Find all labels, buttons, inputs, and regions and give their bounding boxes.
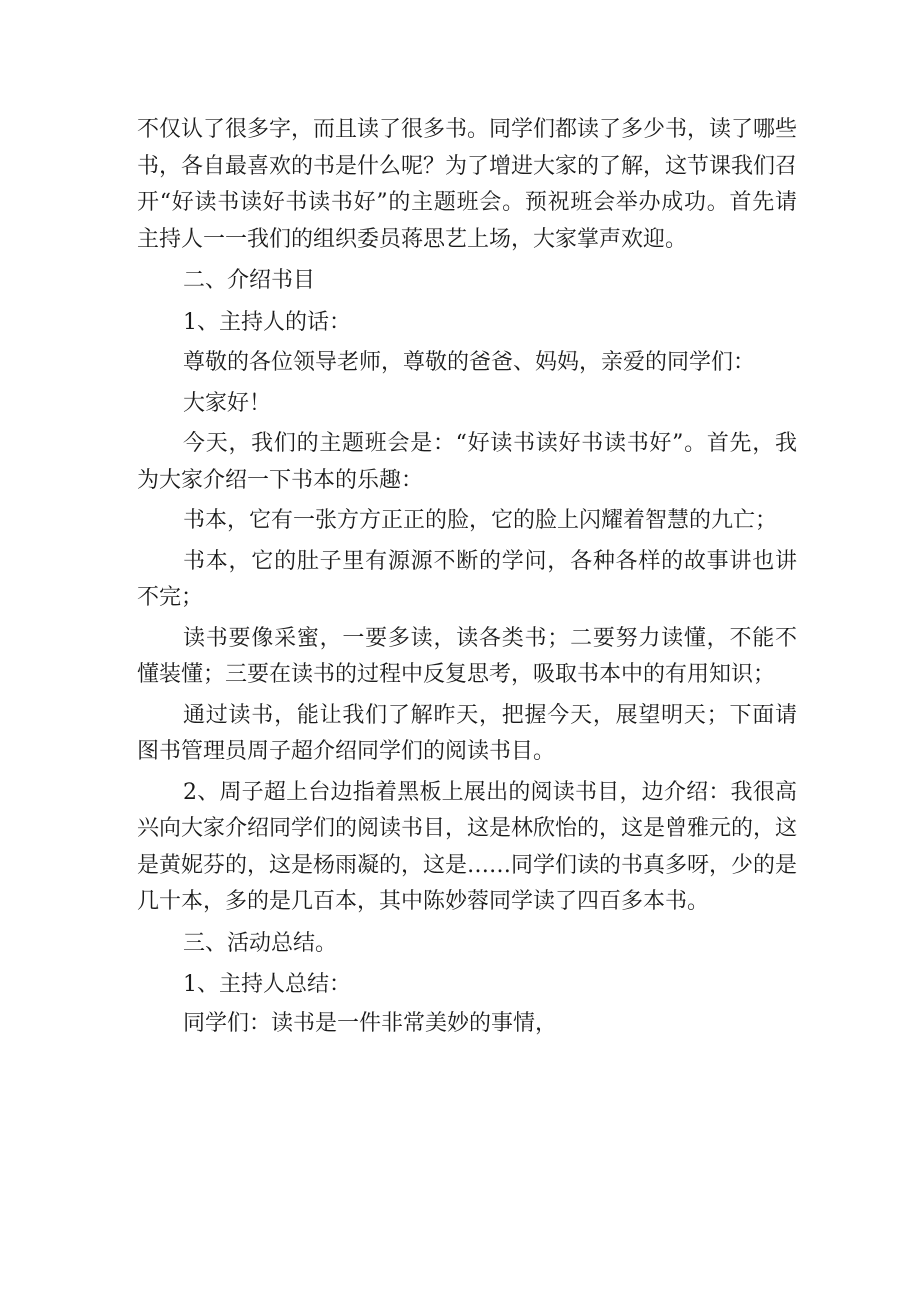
paragraph-book-face: 书本，它有一张方方正正的脸，它的脸上闪耀着智慧的九亡； [183,508,778,533]
document-body [137,112,797,1042]
subheading-host-summary: 1、主持人总结： [183,972,351,997]
paragraph-closing: 同学们：读书是一件非常美妙的事情， [183,1010,558,1036]
paragraph-through-reading: 通过读书，能让我们了解昨天，把握今天，展望明天；下面请图书管理员周子超介绍同学们的阅读书目。 [137,702,797,764]
subheading-host-speech: 1、主持人的话： [183,309,351,335]
section-heading-summary: 三、活动总结。 [183,930,338,956]
paragraph-librarian-intro: 2、周子超上台边指着黑板上展出的阅读书目，边介绍：我很高兴向大家介绍同学们的阅读书目，这是林欣怡的，这是曾雅元的，这是黄妮芬的，这是杨雨凝的，这是……同学们读的书真多呀，少的是几十本，多的是几百本，其中陈妙蓉同学读了四百多本书。 [137,779,798,914]
paragraph-book-knowledge: 书本，它的肚子里有源源不断的学问，各种各样的故事讲也讲不完； [137,548,797,610]
paragraph-reading-method: 读书要像采蜜，一要多读，读各类书；二要努力读懂，不能不懂装懂；三要在读书的过程中反复思考，吸取书本中的有用知识； [137,625,797,687]
paragraph-intro: 不仅认了很多字，而且读了很多书。同学们都读了多少书，读了哪些书，各自最喜欢的书是什么呢？为了增进大家的了解，这节课我们召开“好读书读好书读书好”的主题班会。预祝班会举办成功。首先请主持人一一我们的组织委员蒋思艺上场，大家掌声欢迎。 [137,117,798,252]
paragraph-hello: 大家好！ [183,390,272,416]
section-heading-introduce-books: 二、介绍书目 [183,268,316,293]
paragraph-theme: 今天，我们的主题班会是：“好读书读好书读书好”。首先，我为大家介绍一下书本的乐趣： [137,431,797,493]
paragraph-greeting-audience: 尊敬的各位领导老师，尊敬的爸爸、妈妈，亲爱的同学们： [183,350,756,375]
